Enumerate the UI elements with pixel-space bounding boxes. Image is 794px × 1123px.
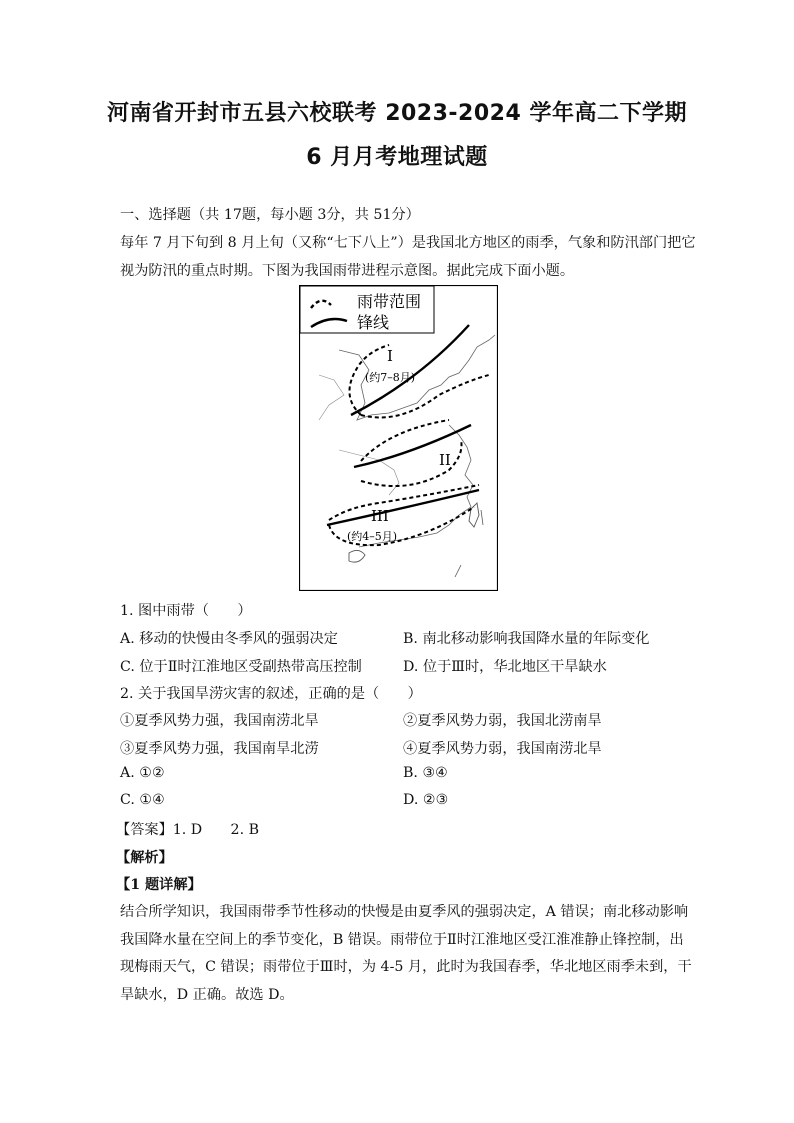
q2-statement-1: ①夏季风势力强，我国南涝北旱 <box>120 713 319 729</box>
explanation-line-3: 现梅雨天气，C 错误；雨带位于Ⅲ时，为 4-5 月，此时为我国春季，华北地区雨季未到，干 <box>120 959 692 975</box>
intro-line-2: 视为防汛的重点时期。下图为我国雨带进程示意图。据此完成下面小题。 <box>120 263 575 279</box>
q1-option-a: A. 移动的快慢由冬季风的强弱决定 <box>120 631 338 647</box>
belt-III-label: III <box>371 507 389 525</box>
belt-III-period: (约4–5月) <box>347 530 398 543</box>
analysis-label: 【解析】 <box>116 850 173 866</box>
q2-statement-2: ②夏季风势力弱，我国北涝南旱 <box>403 713 602 729</box>
rain-belt-map <box>299 285 498 591</box>
legend-front-label: 锋线 <box>357 313 390 332</box>
belt-I-label: I <box>387 347 393 365</box>
document-title-line-2: 6 月月考地理试题 <box>306 145 488 170</box>
q2-stem: 2. 关于我国旱涝灾害的叙述，正确的是（ ） <box>120 686 422 702</box>
q2-option-c: C. ①④ <box>120 792 165 808</box>
intro-line-1: 每年 7 月下旬到 8 月上旬（又称“七下八上”）是我国北方地区的雨季，气象和防汛部门把它 <box>120 235 696 251</box>
q1-option-b: B. 南北移动影响我国降水量的年际变化 <box>403 631 650 647</box>
q2-option-b: B. ③④ <box>403 765 448 781</box>
legend-rain-belt-label: 雨带范围 <box>357 292 422 311</box>
q2-statement-3: ③夏季风势力强，我国南旱北涝 <box>120 741 319 757</box>
q1-option-d: D. 位于Ⅲ时，华北地区干旱缺水 <box>403 659 607 675</box>
q2-option-a: A. ①② <box>120 765 165 781</box>
section-header: 一、选择题（共 17题，每小题 3分，共 51分） <box>120 207 420 223</box>
q2-statement-4: ④夏季风势力弱，我国南涝北旱 <box>403 741 602 757</box>
explanation-line-1: 结合所学知识，我国雨带季节性移动的快慢是由夏季风的强弱决定，A 错误；南北移动影响 <box>120 904 689 920</box>
q1-option-c: C. 位于Ⅱ时江淮地区受副热带高压控制 <box>120 659 362 675</box>
belt-I-period: (约7–8月) <box>365 371 416 384</box>
explanation-line-4: 旱缺水，D 正确。故选 D。 <box>120 987 294 1003</box>
detail-label: 【1 题详解】 <box>116 877 202 893</box>
q2-option-d: D. ②③ <box>403 792 449 808</box>
document-title-line-1: 河南省开封市五县六校联考 2023-2024 学年高二下学期 <box>107 101 687 126</box>
q1-stem: 1. 图中雨带（ ） <box>120 603 252 619</box>
belt-II-label: II <box>439 451 451 469</box>
answer-line: 【答案】1. D 2. B <box>116 822 260 838</box>
explanation-line-2: 我国降水量在空间上的季节变化，B 错误。雨带位于Ⅱ时江淮地区受江淮准静止锋控制，出 <box>120 932 684 948</box>
